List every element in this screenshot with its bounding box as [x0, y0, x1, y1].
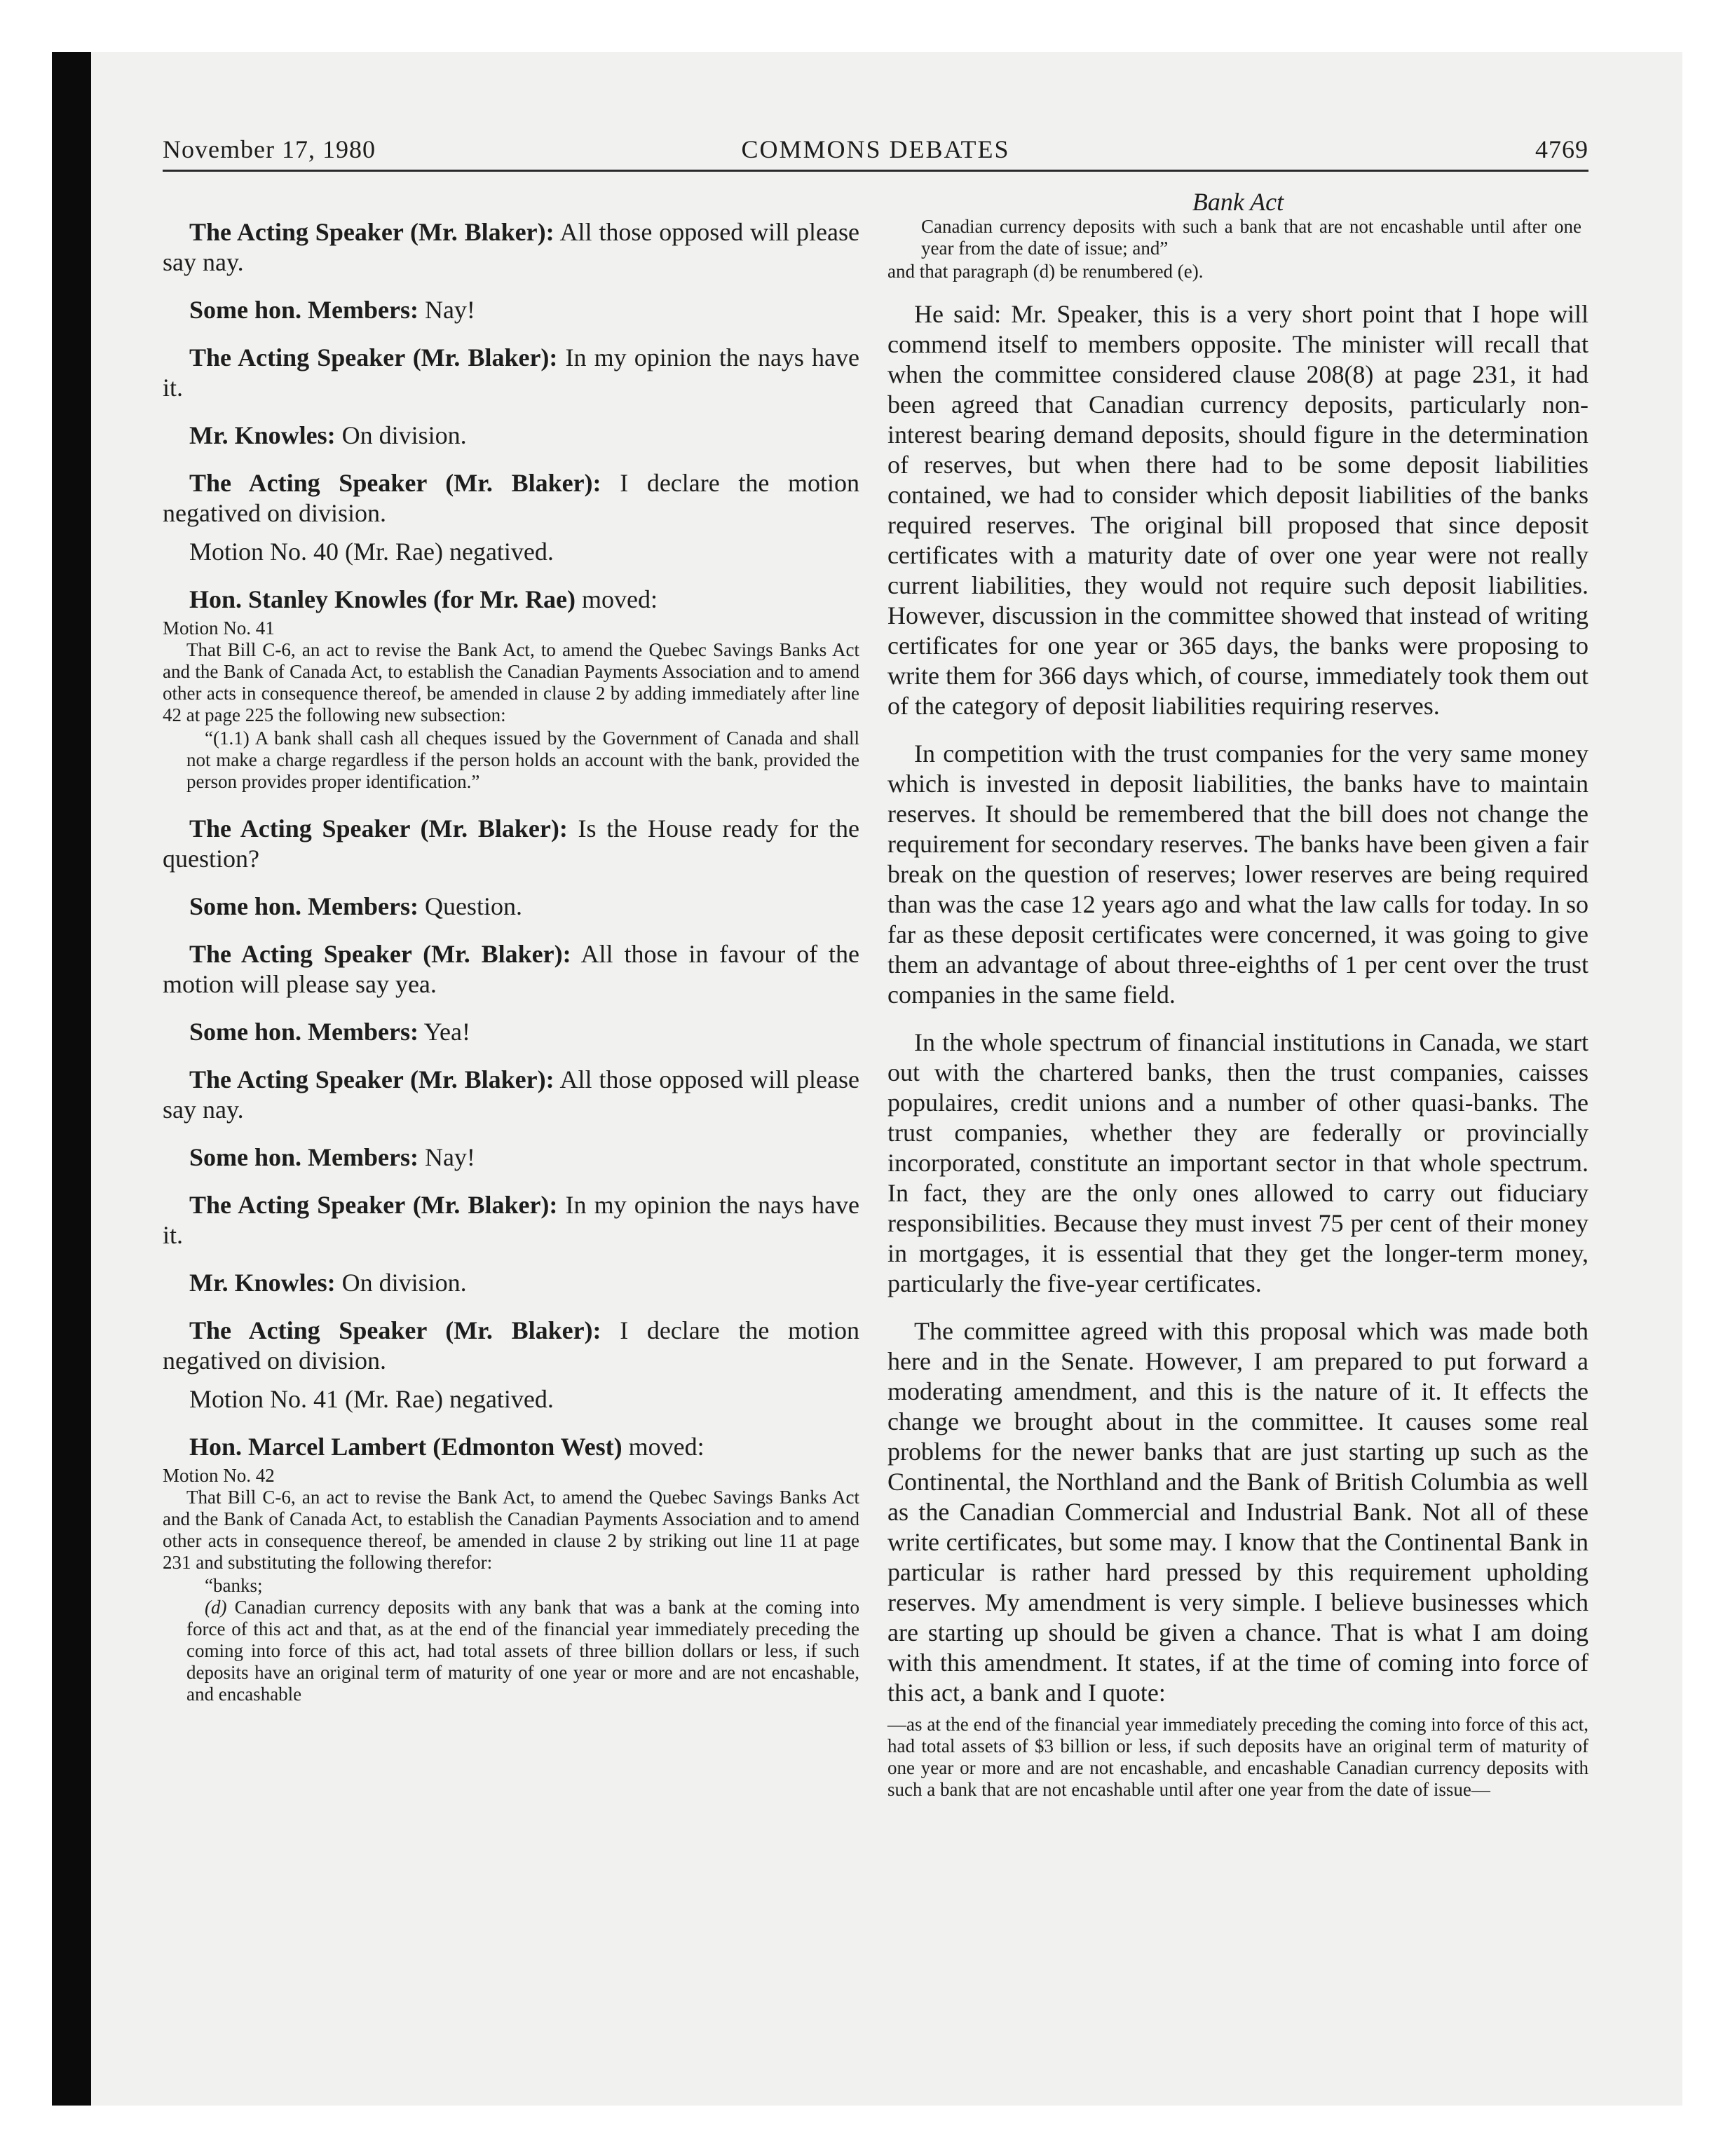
speech-paragraph	[163, 585, 859, 615]
motion-result: Motion No. 40 (Mr. Rae) negatived.	[189, 538, 554, 566]
speech-text: On division.	[335, 421, 467, 449]
speaker-name: The Acting Speaker (Mr. Blaker):	[189, 343, 558, 371]
continued-quote-tail: and that paragraph (d) be renumbered (e).	[887, 261, 1204, 282]
speech-paragraph	[163, 1316, 859, 1376]
motion-label: Motion No. 41	[163, 618, 275, 639]
quote-text: Canadian currency deposits with any bank that was a bank at the coming into force of this act and that, as at the end of the financial year immediately preceding the coming into force of this act, had total assets of three billion dollars or less, if such deposits have an original term of maturity of one year or more and are not encashable, and encashable	[186, 1597, 859, 1705]
page-header	[163, 132, 1588, 172]
running-title: Bank Act	[1192, 188, 1284, 216]
speaker-name: The Acting Speaker (Mr. Blaker):	[189, 1191, 558, 1219]
speech-paragraph	[163, 1190, 859, 1250]
speech-paragraph: He said: Mr. Speaker, this is a very short point that I hope will commend itself to members opposite. The minister will recall that when the committee considered clause 208(8) at page 231, it had been agreed that Canadian currency deposits, particularly non-interest bearing demand deposits, should figure in the determination of reserves, but when there had to be some deposit liabilities contained, we had to consider which deposit liabilities of the banks required reserves. The original bill proposed that since deposit certificates with a maturity date of over one year were not really current liabilities, they would not require such deposit liabilities. However, discussion in the committee showed that instead of writing certificates for one year or 365 days, the banks were proposing to write them for 366 days which, of course, immediately took them out of the category of deposit liabilities requiring reserves.	[887, 300, 1588, 720]
speaker-name: The Acting Speaker (Mr. Blaker):	[189, 469, 601, 497]
speech-paragraph	[163, 468, 859, 528]
speaker-name: The Acting Speaker (Mr. Blaker):	[189, 1065, 554, 1093]
scan-margin-shadow	[52, 52, 91, 2106]
speech-text: Nay!	[418, 1143, 475, 1171]
speaker-name: Mr. Knowles:	[189, 1269, 336, 1297]
speech-paragraph	[163, 295, 859, 325]
left-column	[163, 188, 859, 1705]
motion-quote	[163, 1597, 859, 1705]
speech-text: Is the House ready for the question?	[163, 814, 859, 873]
speech-text: moved:	[622, 1433, 705, 1461]
motion-quote: “(1.1) A bank shall cash all cheques issued by the Government of Canada and shall not make a charge regardless if the person holds an account with the bank, provided the person provides proper identification.”	[186, 728, 859, 792]
header-title: COMMONS DEBATES	[741, 135, 1010, 163]
speech-text: All those in favour of the motion will please say yea.	[163, 940, 859, 998]
motion-label: Motion No. 42	[163, 1465, 275, 1486]
speech-paragraph	[163, 1065, 859, 1125]
speech-text: All those opposed will please say nay.	[163, 1065, 859, 1124]
speaker-name: Some hon. Members:	[189, 892, 419, 920]
speaker-name: The Acting Speaker (Mr. Blaker):	[189, 218, 554, 246]
speech-paragraph	[163, 1017, 859, 1047]
motion-body: That Bill C-6, an act to revise the Bank Act, to amend the Quebec Savings Banks Act and the Bank of Canada Act, to establish the Canadian Payments Association and to amend other acts in consequence thereof, be amended in clause 2 by adding immediately after line 42 at page 225 the following new subsection:	[163, 639, 859, 725]
speaker-name: Some hon. Members:	[189, 1143, 419, 1171]
speech-text: In my opinion the nays have it.	[163, 1191, 859, 1249]
speaker-name: Hon. Stanley Knowles (for Mr. Rae)	[189, 585, 576, 613]
speech-text: Question.	[418, 892, 522, 920]
speech-paragraph	[163, 892, 859, 922]
continued-quote: Canadian currency deposits with such a bank that are not encashable until after one year from the date of issue; and”	[921, 216, 1581, 259]
speech-text: I declare the motion negatived on division.	[163, 1316, 859, 1374]
speech-text: Nay!	[418, 296, 475, 324]
speaker-name: Mr. Knowles:	[189, 421, 336, 449]
speaker-name: The Acting Speaker (Mr. Blaker):	[189, 940, 571, 968]
speech-text: In my opinion the nays have it.	[163, 343, 859, 402]
speech-paragraph	[163, 421, 859, 451]
speech-text: On division.	[335, 1269, 467, 1297]
speech-paragraph	[163, 1432, 859, 1462]
motion-body: That Bill C-6, an act to revise the Bank Act, to amend the Quebec Savings Banks Act and the Bank of Canada Act, to establish the Canadian Payments Association and to amend other acts in consequence thereof, be amended in clause 2 by striking out line 11 at page 231 and substituting the following therefor:	[163, 1487, 859, 1573]
speech-paragraph: The committee agreed with this proposal which was made both here and in the Senate. However, I am prepared to put forward a moderating amendment, and this is the nature of it. It effects the change we brought about in the committee. It causes some real problems for the newer banks that are just starting up such as the Continental, the Northland and the Bank of British Columbia as well as the Canadian Commercial and Industrial Bank. Not all of these write certificates, but some may. I know that the Continental Bank in particular is rather hard pressed by this requirement upholding reserves. My amendment is very simple. I believe businesses which are starting up should be given a chance. That is what I am doing with this amendment. It states, if at the time of coming into force of this act, a bank and I quote:	[887, 1317, 1588, 1707]
right-column	[887, 188, 1588, 1801]
speech-paragraph	[163, 939, 859, 999]
speech-text: moved:	[575, 585, 658, 613]
speech-paragraph: In competition with the trust companies for the very same money which is invested in deposit liabilities, the banks have to maintain reserves. It should be remembered that the bill does not change the requirement for secondary reserves. The banks have been given a fair break on the question of reserves; lower reserves are being required than was the case 12 years ago and what the law calls for today. In so far as these deposit certificates were concerned, it was going to give them an advantage of about three-eighths of 1 per cent over the trust companies in the same field.	[887, 739, 1588, 1009]
header-date: November 17, 1980	[163, 135, 376, 163]
speaker-name: The Acting Speaker (Mr. Blaker):	[189, 1316, 601, 1344]
speech-paragraph	[163, 814, 859, 874]
speech-paragraph	[163, 1142, 859, 1173]
paragraph-letter: (d)	[205, 1597, 227, 1618]
speech-text: I declare the motion negatived on division.	[163, 469, 859, 527]
speaker-name: The Acting Speaker (Mr. Blaker):	[189, 814, 568, 842]
speaker-name: Some hon. Members:	[189, 1018, 419, 1046]
motion-quote: “banks;	[205, 1575, 263, 1596]
speech-text: Yea!	[418, 1018, 470, 1046]
speech-paragraph: In the whole spectrum of financial institutions in Canada, we start out with the chartered banks, then the trust companies, caisses populaires, credit unions and a number of other quasi-banks. The trust companies, whether they are federally or provincially incorporated, constitute an important sector in that whole spectrum. In fact, they are the only ones allowed to carry out fiduciary responsibilities. Because they must invest 75 per cent of their money in mortgages, it is essential that they get the longer-term money, particularly the five-year certificates.	[887, 1028, 1588, 1297]
speech-paragraph	[163, 343, 859, 403]
speech-paragraph	[163, 217, 859, 278]
speech-paragraph	[163, 1268, 859, 1298]
header-page-number: 4769	[1535, 135, 1588, 163]
closing-quote: —as at the end of the financial year immediately preceding the coming into force of this act, had total assets of $3 billion or less, if such deposits have an original term of maturity of one year or more and are not encashable, and encashable Canadian currency deposits with such a bank that are not encashable until after one year from the date of issue—	[887, 1714, 1588, 1800]
speaker-name: Some hon. Members:	[189, 296, 419, 324]
motion-result: Motion No. 41 (Mr. Rae) negatived.	[189, 1385, 554, 1413]
speech-text: All those opposed will please say nay.	[163, 218, 859, 276]
speaker-name: Hon. Marcel Lambert (Edmonton West)	[189, 1433, 622, 1461]
